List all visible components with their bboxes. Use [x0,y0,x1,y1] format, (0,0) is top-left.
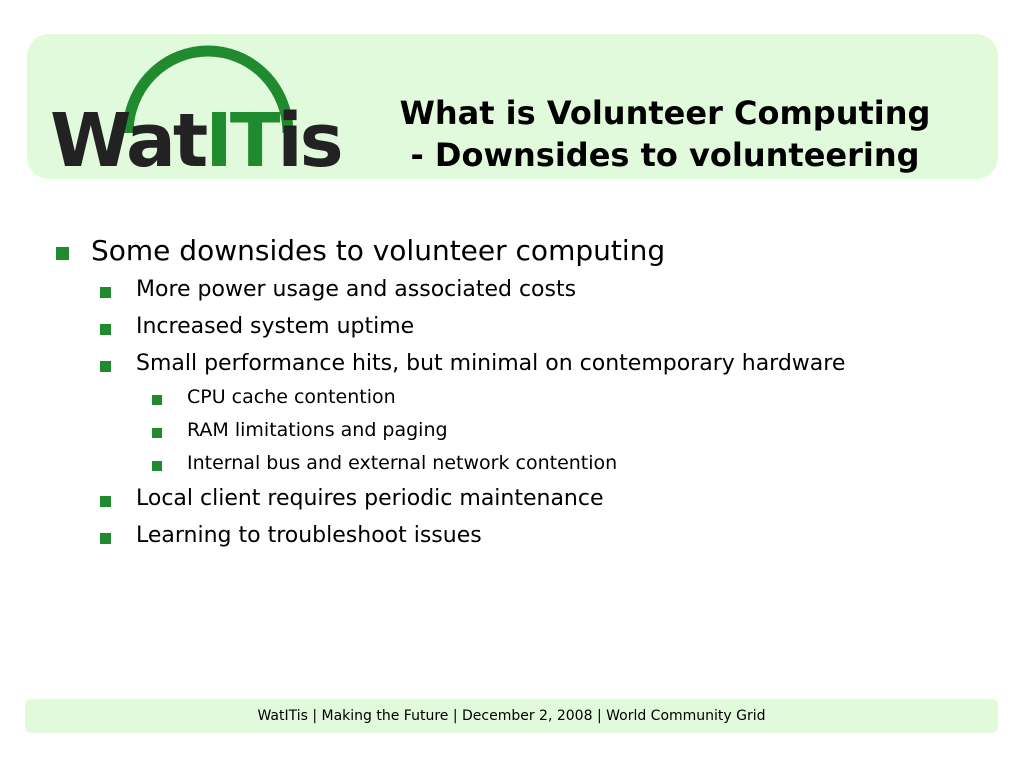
svg-text:WatITis [50,98,341,184]
footer-text: WatITis | Making the Future | December 2, 2008 | World Community Grid [257,708,766,724]
logo-text-wat: Wat [50,98,206,184]
title-line-1: What is Volunteer Computing [399,94,931,132]
bullet-level-2: Learning to troubleshoot issues [136,523,482,548]
logo-text-it: IT [205,98,278,184]
bullet-marker-icon [56,247,69,260]
bullet-marker-icon [152,428,162,438]
bullet-level-2: Small performance hits, but minimal on contemporary hardware [136,351,846,376]
bullet-marker-icon [100,287,111,298]
watitis-logo [48,38,341,184]
bullet-marker-icon [100,496,111,507]
bullet-marker-icon [152,461,162,471]
bullet-level-1: Some downsides to volunteer computing [91,234,666,267]
logo-text-is: is [277,98,341,184]
logo-graphic [48,38,341,184]
bullet-marker-icon [100,324,111,335]
bullet-level-2: More power usage and associated costs [136,277,577,302]
bullet-level-2: Increased system uptime [136,314,415,339]
bullet-marker-icon [100,533,111,544]
title-line-2: - Downsides to volunteering [410,136,920,174]
bullet-level-3: RAM limitations and paging [187,419,448,441]
bullet-marker-icon [152,395,162,405]
bullet-level-3: CPU cache contention [187,386,396,408]
bullet-level-3: Internal bus and external network contention [187,452,618,474]
slide-title [370,92,960,176]
bullet-level-2: Local client requires periodic maintenance [136,486,604,511]
bullet-marker-icon [100,361,111,372]
